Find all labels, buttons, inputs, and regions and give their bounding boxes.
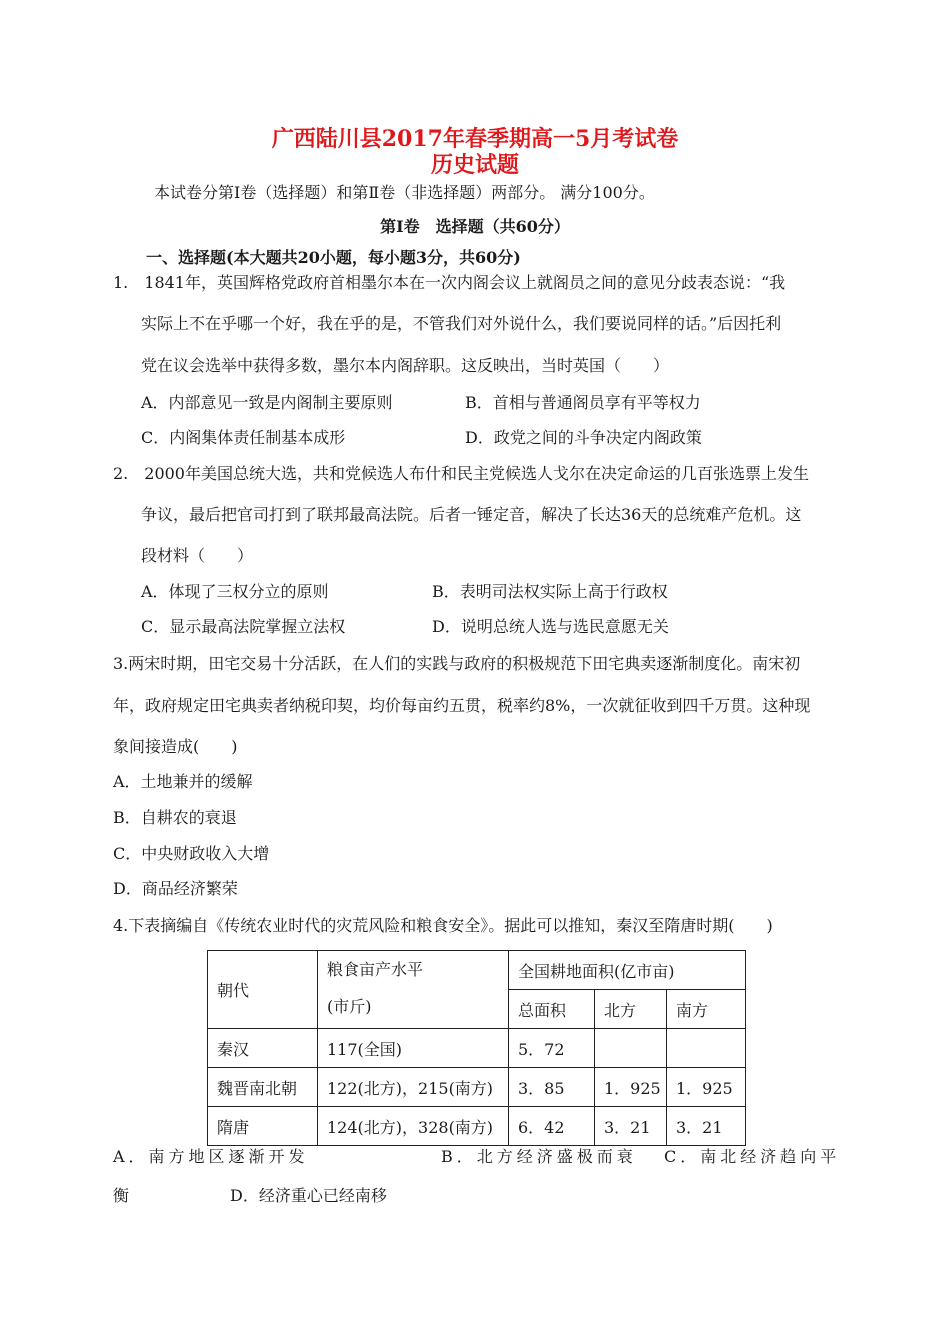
table-cell: 1．925	[667, 1068, 746, 1107]
question-line: 3.两宋时期，田宅交易十分活跃，在人们的实践与政府的积极规范下田宅典卖逐渐制度化。南宋初	[113, 654, 801, 673]
table-cell: 隋唐	[208, 1107, 318, 1146]
table-cell: 5．72	[509, 1029, 595, 1068]
table-cell: 6．42	[509, 1107, 595, 1146]
question-line: 1. 1841年，英国辉格党政府首相墨尔本在一次内阁会议上就阁员之间的意见分歧表态说：“我	[113, 273, 786, 292]
option-d[interactable]: D．经济重心已经南移	[230, 1186, 387, 1205]
question-line: 象间接造成( )	[113, 737, 238, 756]
question-line: 4.下表摘编自《传统农业时代的灾荒风险和粮食安全》。据此可以推知，秦汉至隋唐时期( )	[113, 916, 773, 935]
table-row	[208, 1068, 746, 1107]
table-header-dynasty: 朝代	[208, 951, 318, 1029]
option-c[interactable]: C．中央财政收入大增	[113, 844, 270, 863]
table-cell: 魏晋南北朝	[208, 1068, 318, 1107]
option-d[interactable]: D．说明总统人选与选民意愿无关	[432, 617, 669, 636]
option-c-continued: 衡	[113, 1186, 130, 1205]
table-cell: 122(北方)，215(南方)	[318, 1068, 509, 1107]
option-c[interactable]: C．显示最高法院掌握立法权	[141, 617, 346, 636]
option-a[interactable]: A．体现了三权分立的原则	[141, 582, 329, 601]
exam-intro: 本试卷分第Ⅰ卷（选择题）和第Ⅱ卷（非选择题）两部分。 满分100分。	[154, 183, 655, 202]
section-heading: 一、选择题(本大题共20小题，每小题3分，共60分)	[146, 248, 521, 267]
table-cell	[667, 1029, 746, 1068]
option-a[interactable]: A．内部意见一致是内阁制主要原则	[141, 393, 393, 412]
table-cell: 3．21	[595, 1107, 667, 1146]
yield-label: 粮食亩产水平	[327, 960, 424, 979]
data-table	[207, 950, 746, 1146]
option-b[interactable]: B．首相与普通阁员享有平等权力	[465, 393, 701, 412]
option-a[interactable]: A．土地兼并的缓解	[113, 772, 253, 791]
option-a[interactable]: A．南方地区逐渐开发	[113, 1147, 309, 1166]
table-cell: 1．925	[595, 1068, 667, 1107]
option-b[interactable]: B．北方经济盛极而衰	[441, 1147, 637, 1166]
option-d[interactable]: D．商品经济繁荣	[113, 879, 238, 898]
table-header-south: 南方	[667, 990, 746, 1029]
question-line: 争议，最后把官司打到了联邦最高法院。后者一锤定音，解决了长达36天的总统难产危机。这	[141, 505, 802, 524]
option-d[interactable]: D．政党之间的斗争决定内阁政策	[465, 428, 702, 447]
table-row	[208, 951, 746, 990]
option-c[interactable]: C．南北经济趋向平	[664, 1147, 841, 1166]
question-line: 段材料（ ）	[141, 546, 254, 565]
question-line: 党在议会选举中获得多数，墨尔本内阁辞职。这反映出，当时英国（ ）	[141, 356, 670, 375]
table-header-north: 北方	[595, 990, 667, 1029]
yield-unit: (市斤)	[327, 997, 372, 1016]
exam-subtitle: 历史试题	[430, 152, 519, 178]
table-row	[208, 1107, 746, 1146]
table-cell: 117(全国)	[318, 1029, 509, 1068]
table-header-total: 总面积	[509, 990, 595, 1029]
exam-title: 广西陆川县2017年春季期高一5月考试卷	[271, 126, 679, 152]
table-row	[208, 1029, 746, 1068]
part1-title: 第Ⅰ卷 选择题（共60分）	[380, 217, 570, 236]
question-line: 2. 2000年美国总统大选，共和党候选人布什和民主党候选人戈尔在决定命运的几百张选票上发生	[113, 464, 809, 483]
table-cell	[595, 1029, 667, 1068]
option-b[interactable]: B．表明司法权实际上高于行政权	[432, 582, 668, 601]
table-cell: 124(北方)，328(南方)	[318, 1107, 509, 1146]
table-cell: 秦汉	[208, 1029, 318, 1068]
question-line: 实际上不在乎哪一个好，我在乎的是，不管我们对外说什么，我们要说同样的话。”后因托利	[141, 314, 782, 333]
option-b[interactable]: B．自耕农的衰退	[113, 808, 237, 827]
table-cell: 3．85	[509, 1068, 595, 1107]
question-line: 年，政府规定田宅典卖者纳税印契，均价每亩约五贯，税率约8%，一次就征收到四千万贯。这种现	[113, 696, 811, 715]
table-header-area: 全国耕地面积(亿市亩)	[509, 951, 746, 990]
option-c[interactable]: C．内阁集体责任制基本成形	[141, 428, 346, 447]
table-cell: 3．21	[667, 1107, 746, 1146]
table-header-yield	[318, 951, 509, 1029]
